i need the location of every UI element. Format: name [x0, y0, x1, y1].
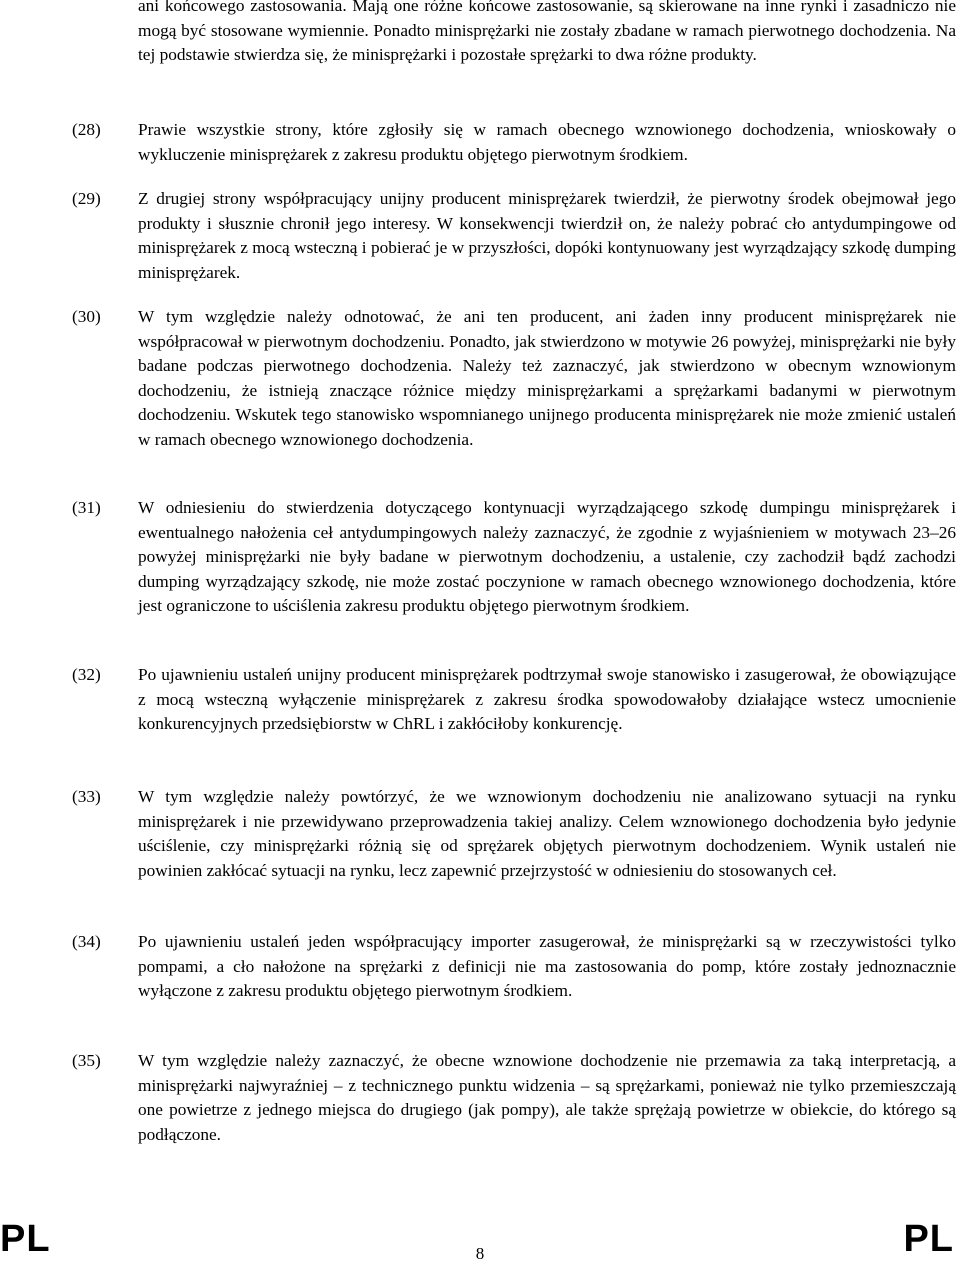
footer-language-code-left: PL — [0, 1218, 51, 1260]
paragraph-text: Po ujawnieniu ustaleń jeden współpracujący importer zasugerował, że minisprężarki są w rzeczywistości tylko pompami, a cło nałożone na sprężarki z definicji nie ma zastosowania do pomp, które zostały jednoznacznie wyłączone z zakresu produktu objętego pierwotnym środkiem. — [138, 932, 956, 1000]
paragraph-number: (34) — [72, 932, 101, 951]
paragraph-text: W tym względzie należy zaznaczyć, że obecne wznowione dochodzenie nie przemawia za taką interpretacją, a minisprężarki najwyraźniej – z technicznego punktu widzenia – są sprężarkami, ponieważ nie tylko przemieszczają one powietrze z jednego miejsca do drugiego (jak pompy), ale także sprężają powietrze w obiekcie, do którego są podłączone. — [138, 1051, 956, 1144]
paragraph-number: (33) — [72, 787, 101, 806]
page-number: 8 — [475, 1244, 485, 1263]
paragraph-text: W tym względzie należy odnotować, że ani ten producent, ani żaden inny producent minisprężarek nie współpracował w pierwotnym dochodzeniu. Ponadto, jak stwierdzono w motywie 26 powyżej, minisprężarki nie były badane podczas pierwotnego dochodzenia. Należy też zaznaczyć, jak stwierdzono w obecnym wznowionym dochodzeniu, że istnieją znaczące różnice między minisprężarkami a sprężarkami badanymi w pierwotnym dochodzeniu. Wskutek tego stanowisko wspomnianego unijnego producenta minisprężarek nie może zmienić ustaleń w ramach obecnego wznowionego dochodzenia. — [138, 307, 956, 449]
paragraph-number: (31) — [72, 498, 101, 517]
paragraph-text: W tym względzie należy powtórzyć, że we wznowionym dochodzeniu nie analizowano sytuacji na rynku minisprężarek i nie przewidywano przeprowadzenia takiej analizy. Celem wznowionego dochodzenia było jedynie uściślenie, czy minisprężarki różnią się od sprężarek objętych pierwotnym dochodzeniem. Wynik ustaleń nie powinien zakłócać sytuacji na rynku, lecz zapewnić przejrzystość w odniesieniu do stosowanych ceł. — [138, 787, 956, 880]
paragraph-text: W odniesieniu do stwierdzenia dotyczącego kontynuacji wyrządzającego szkodę dumpingu minisprężarek i ewentualnego nałożenia ceł antydumpingowych należy zaznaczyć, że zgodnie z wyjaśnieniem w motywach 23–26 powyżej minisprężarki nie były badane w pierwotnym dochodzeniu, a ustalenie, czy zachodził bądź zachodzi dumping wyrządzający szkodę, nie może zostać poczynione w ramach obecnego wznowionego dochodzenia, które jest ograniczone to uściślenia zakresu produktu objętego pierwotnym środkiem. — [138, 498, 956, 615]
paragraph-number: (28) — [72, 120, 101, 139]
paragraph-number: (35) — [72, 1051, 101, 1070]
paragraph-text: Po ujawnieniu ustaleń unijny producent minisprężarek podtrzymał swoje stanowisko i zasugerował, że obowiązujące z mocą wsteczną wyłączenie minisprężarek z zakresu środka spowodowałoby działające wstecz umocnienie konkurencyjnych przedsiębiorstw w ChRL i zakłóciłoby konkurencję. — [138, 665, 956, 733]
footer-language-code-right: PL — [903, 1218, 954, 1260]
paragraph-number: (30) — [72, 307, 101, 326]
paragraph-number: (32) — [72, 665, 101, 684]
paragraph-text: Prawie wszystkie strony, które zgłosiły się w ramach obecnego wznowionego dochodzenia, wnioskowały o wykluczenie minisprężarek z zakresu produktu objętego pierwotnym środkiem. — [138, 120, 956, 164]
continued-paragraph-text: ani końcowego zastosowania. Mają one różne końcowe zastosowanie, są skierowane na inne rynki i zasadniczo nie mogą być stosowane wymiennie. Ponadto minisprężarki nie zostały zbadane w ramach pierwotnego dochodzenia. Na tej podstawie stwierdza się, że minisprężarki i pozostałe sprężarki to dwa różne produkty. — [138, 0, 956, 64]
paragraph-text: Z drugiej strony współpracujący unijny producent minisprężarek twierdził, że pierwotny środek obejmował jego produkty i słusznie chronił jego interesy. W konsekwencji twierdził on, że należy pobrać cło antydumpingowe od minisprężarek z mocą wsteczną i pobierać je w przyszłości, dopóki kontynuowany jest wyrządzający szkodę dumping minisprężarek. — [138, 189, 956, 282]
paragraph-number: (29) — [72, 189, 101, 208]
